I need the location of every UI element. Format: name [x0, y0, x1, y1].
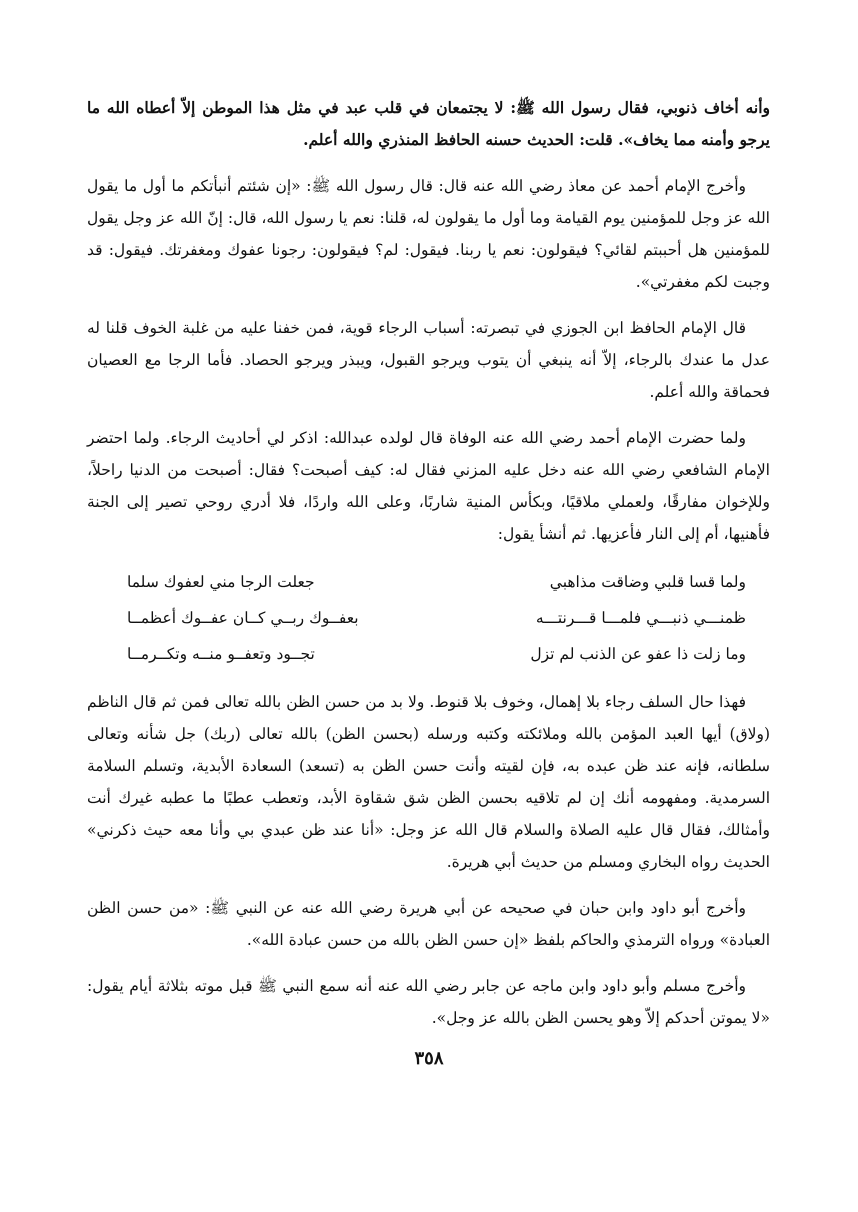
- poem-verse: [87, 636, 770, 672]
- paragraph-muadh-hadith: وأخرج الإمام أحمد عن معاذ رضي الله عنه قال: قال رسول الله ﷺ: «إن شئتم أنبأتكم ما أول ما يقول الله عز وجل للمؤمنين يوم القيامة وما أول ما يقولون له، قلنا: نعم يا رسول الله، قال: إنّ الله عز وجل يقول للمؤمنين هل أحببتم لقائي؟ فيقولون: نعم يا ربنا. فيقول: لم؟ فيقولون: رجونا عفوك ومغفرتك. فيقول: قد وجبت لكم مغفرتي».: [87, 177, 770, 291]
- paragraph-husn-al-zann: فهذا حال السلف رجاء بلا إهمال، وخوف بلا قنوط. ولا بد من حسن الظن بالله تعالى فمن ثم قال الناظم (ولاق) أيها العبد المؤمن بالله وملائكته وكتبه ورسله (بحسن الظن) بالله تعالى (ربك) جل شأنه وتعالى سلطانه، فإنه عند ظن عبده به، فإن لقيته وأنت حسن الظن به (تسعد) السعادة الأبدية، وتسلم السلامة السرمدية. ومفهومه أنك إن لم تلاقيه بحسن الظن شق شقاوة الأبد، وتعطب عطبًا ما عطبه غيرك أنت وأمثالك، فقال قال عليه الصلاة والسلام قال الله عز وجل: «أنا عند ظن عبدي بي وأنا معه حيث ذكرني» الحديث رواه البخاري ومسلم من حديث أبي هريرة.: [87, 693, 770, 871]
- poem-verse: [87, 564, 770, 600]
- page-number: ٣٥٨: [414, 1048, 444, 1069]
- paragraph-hadith-ending: وأنه أخاف ذنوبي، فقال رسول الله ﷺ: لا يجتمعان في قلب عبد في مثل هذا الموطن إلاّ أعطاه الله ما يرجو وأمنه مما يخاف». قلت: الحديث حسنه الحافظ المنذري والله أعلم.: [87, 98, 770, 149]
- verse-second-hemistich: بعفــوك ربــي كــان عفــوك أعظمــا: [127, 609, 359, 627]
- verse-first-hemistich: وما زلت ذا عفو عن الذنب لم تزل: [530, 645, 746, 663]
- verse-second-hemistich: جعلت الرجا مني لعفوك سلما: [127, 573, 315, 591]
- poem-verse: [87, 600, 770, 636]
- paragraph-ibn-jawzi: قال الإمام الحافظ ابن الجوزي في تبصرته: أسباب الرجاء قوية، فمن خفنا عليه من غلبة الخوف قلنا له عدل ما عندك بالرجاء، إلاّ أنه ينبغي أن يتوب ويرجو القبول، ويبذر ويرجو الحصاد. فأما الرجا مع العصيان فحماقة والله أعلم.: [87, 319, 770, 401]
- paragraph-abu-dawud: وأخرج أبو داود وابن حبان في صحيحه عن أبي هريرة رضي الله عنه عن النبي ﷺ: «من حسن الظن العبادة» ورواه الترمذي والحاكم بلفظ «إن حسن الظن بالله من حسن عبادة الله».: [87, 899, 770, 949]
- paragraph-muslim-jabir: وأخرج مسلم وأبو داود وابن ماجه عن جابر رضي الله عنه أنه سمع النبي ﷺ قبل موته بثلاثة أيام يقول: «لا يموتن أحدكم إلاّ وهو يحسن الظن بالله عز وجل».: [87, 977, 770, 1027]
- verse-second-hemistich: تجــود وتعفــو منــه وتكــرمــا: [127, 645, 315, 663]
- verse-first-hemistich: ولما قسا قلبي وضاقت مذاهبي: [549, 573, 746, 591]
- verse-first-hemistich: ظمنـــي ذنبـــي فلمـــا قـــرنتـــه: [535, 609, 746, 627]
- paragraph-shafii: ولما حضرت الإمام أحمد رضي الله عنه الوفاة قال لولده عبدالله: اذكر لي أحاديث الرجاء. ولما احتضر الإمام الشافعي رضي الله عنه دخل عليه المزني فقال له: كيف أصبحت؟ فقال: أصبحت من الدنيا راحلاً، وللإخوان مفارقًا، ولعملي ملاقيًا، وبكأس المنية شاربًا، وعلى الله واردًا، فلا أدري روحي تصير إلى الجنة فأهنيها، أم إلى النار فأعزيها. ثم أنشأ يقول:: [87, 429, 770, 543]
- poem: [87, 564, 770, 672]
- page-body: [87, 92, 770, 1048]
